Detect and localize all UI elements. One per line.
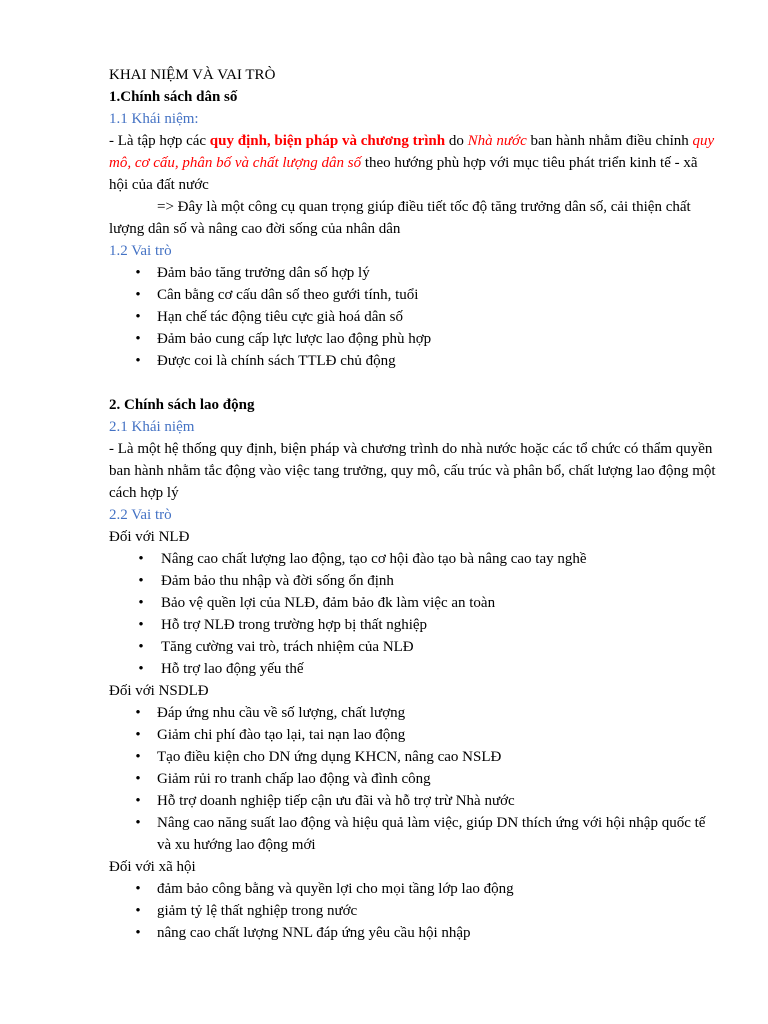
list-item-text: Hỗ trợ lao động yếu thế (161, 661, 304, 677)
list-item (109, 658, 716, 680)
list-item (109, 812, 712, 856)
list-item-text: Được coi là chính sách TTLĐ chủ động (157, 353, 396, 369)
section2-sub2-heading: 2.2 Vai trò (109, 507, 172, 523)
list-item (109, 900, 712, 922)
list-item (109, 702, 712, 724)
list-item-text: Đảm bảo cung cấp lực lược lao động phù hợp (157, 331, 432, 347)
list-item (109, 922, 712, 944)
list-item (109, 614, 716, 636)
list-item-text: đảm bảo công bằng và quyền lợi cho mọi tầng lớp lao động (157, 881, 514, 897)
list-item (109, 350, 712, 372)
document-title: KHAI NIỆM VÀ VAI TRÒ (109, 67, 276, 83)
bullet-dot-icon: • (138, 573, 144, 589)
definition-text: theo hướng phù hợp với mục tiêu phát triển kinh tế - xã hội của đất nước (109, 155, 698, 193)
list-item (109, 262, 712, 284)
section1-heading: 1.Chính sách dân số (109, 89, 238, 105)
section2-heading: 2. Chính sách lao động (109, 397, 255, 413)
bullet-dot-icon: • (138, 661, 144, 677)
section2-definition: - Là một hệ thống quy định, biện pháp và chương trình do nhà nước hoặc các tổ chức có thẩm quyền ban hành nhằm tắc động vào việc tang trưởng, quy mô, cấu trúc và phân bổ, chất lượng lao động một cách hợp lý (109, 441, 716, 501)
definition-text: - Là tập hợp các (109, 133, 210, 149)
section1-sub2-heading: 1.2 Vai trò (109, 243, 172, 259)
list-item-text: Đáp ứng nhu cầu về số lượng, chất lượng (157, 705, 406, 721)
bullet-dot-icon: • (135, 353, 141, 369)
blank-line (109, 372, 712, 394)
list-item (109, 284, 712, 306)
group3-list (109, 878, 712, 944)
bullet-dot-icon: • (135, 903, 141, 919)
bullet-dot-icon: • (135, 265, 141, 281)
bullet-dot-icon: • (135, 925, 141, 941)
list-item (109, 570, 716, 592)
list-item-text: Nâng cao năng suất lao động và hiệu quả làm việc, giúp DN thích ứng với hội nhập quốc tế và xu hướng lao động mới (157, 815, 706, 853)
section1-conclusion: => Đây là một công cụ quan trọng giúp điều tiết tốc độ tăng trưởng dân số, cải thiện chất lượng dân số và nâng cao đời sống của nhân dân (109, 199, 691, 237)
list-item-text: Cân bằng cơ cấu dân số theo gưới tính, tuổi (157, 287, 419, 303)
section1-roles-list (109, 262, 712, 372)
group-label-nsdld: Đối với NSDLĐ (109, 683, 209, 699)
list-item-text: Giảm rủi ro tranh chấp lao động và đình công (157, 771, 431, 787)
bullet-dot-icon: • (135, 727, 141, 743)
group2-list (109, 702, 712, 856)
list-item-text: Tăng cường vai trò, trách nhiệm của NLĐ (161, 639, 414, 655)
bullet-dot-icon: • (135, 749, 141, 765)
section1-definition (109, 130, 719, 196)
definition-emphasis-italic: quy mô, cơ cấu, phân bố và chất lượng dân số (109, 133, 715, 171)
definition-emphasis-italic: Nhà nước (467, 133, 527, 149)
list-item (109, 548, 716, 570)
bullet-dot-icon: • (135, 815, 141, 831)
list-item (109, 790, 712, 812)
bullet-dot-icon: • (135, 287, 141, 303)
list-item (109, 306, 712, 328)
list-item-text: Hỗ trợ doanh nghiệp tiếp cận ưu đãi và hỗ trợ trừ Nhà nước (157, 793, 515, 809)
group1-list (109, 548, 712, 680)
group-label-society: Đối với xã hội (109, 859, 196, 875)
definition-text: do (445, 133, 468, 149)
bullet-dot-icon: • (138, 551, 144, 567)
list-item-text: Đảm bảo tăng trưởng dân số hợp lý (157, 265, 370, 281)
bullet-dot-icon: • (138, 595, 144, 611)
list-item-text: Nâng cao chất lượng lao động, tạo cơ hội đào tạo bà nâng cao tay nghề (161, 551, 587, 567)
list-item (109, 328, 712, 350)
bullet-dot-icon: • (135, 881, 141, 897)
group-label-nld: Đối với NLĐ (109, 529, 190, 545)
list-item-text: nâng cao chất lượng NNL đáp ứng yêu cầu hội nhập (157, 925, 471, 941)
bullet-dot-icon: • (138, 639, 144, 655)
list-item-text: Hỗ trợ NLĐ trong trường hợp bị thất nghiệp (161, 617, 428, 633)
bullet-dot-icon: • (135, 331, 141, 347)
section1-sub1-heading: 1.1 Khái niệm: (109, 111, 199, 127)
list-item (109, 592, 716, 614)
bullet-dot-icon: • (135, 793, 141, 809)
list-item (109, 724, 712, 746)
list-item (109, 768, 712, 790)
bullet-dot-icon: • (135, 771, 141, 787)
list-item-text: Đảm bảo thu nhập và đời sống ổn định (161, 573, 394, 589)
list-item (109, 636, 716, 658)
list-item-text: Bảo vệ quền lợi của NLĐ, đảm bảo đk làm việc an toàn (161, 595, 496, 611)
list-item (109, 746, 712, 768)
list-item-text: giảm tỷ lệ thất nghiệp trong nước (157, 903, 358, 919)
bullet-dot-icon: • (138, 617, 144, 633)
definition-text: ban hành nhằm điều chỉnh (526, 133, 693, 149)
definition-emphasis-bold: quy định, biện pháp và chương trình (209, 133, 446, 149)
list-item (109, 878, 712, 900)
list-item-text: Hạn chế tác động tiêu cực già hoá dân số (157, 309, 403, 325)
section2-sub1-heading: 2.1 Khái niệm (109, 419, 195, 435)
bullet-dot-icon: • (135, 309, 141, 325)
list-item-text: Giảm chi phí đào tạo lại, tai nạn lao động (157, 727, 406, 743)
bullet-dot-icon: • (135, 705, 141, 721)
list-item-text: Tạo điều kiện cho DN ứng dụng KHCN, nâng cao NSLĐ (157, 749, 502, 765)
